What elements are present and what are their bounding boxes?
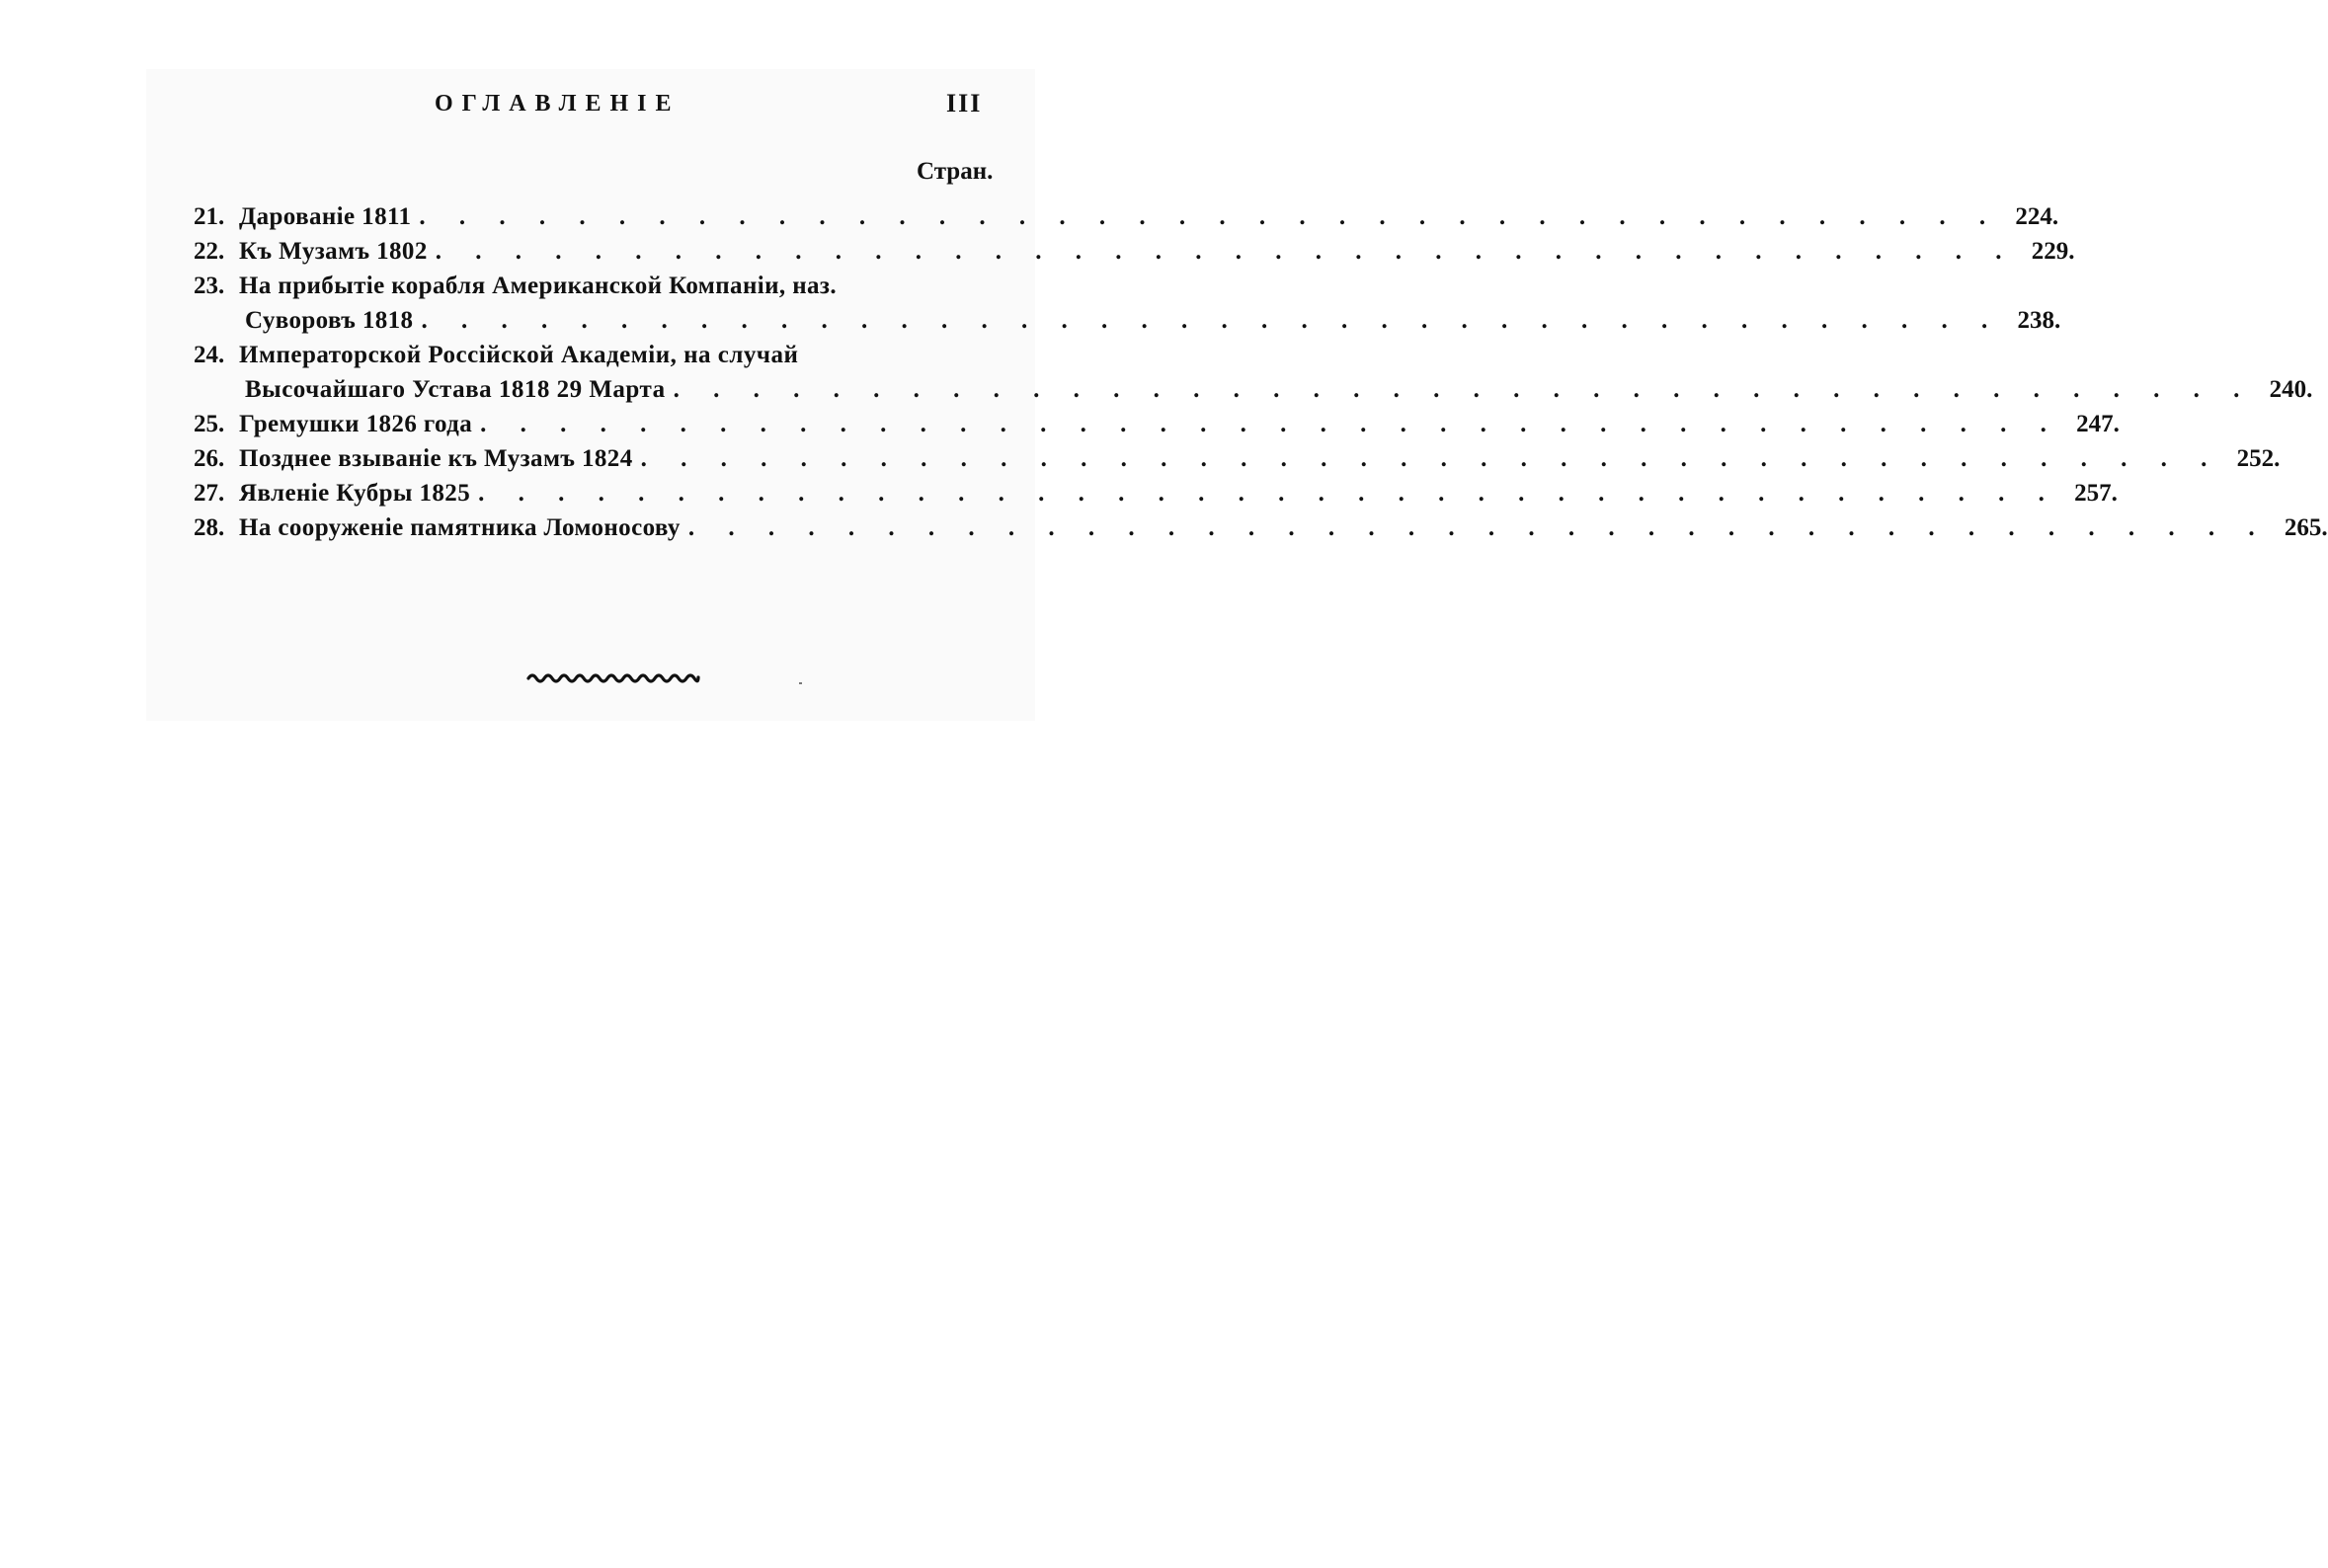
print-speck bbox=[799, 682, 802, 684]
entry-number: 27. bbox=[194, 480, 225, 507]
entry-title: Явленіе Кубры 1825 bbox=[239, 480, 471, 507]
entry-page: 229. bbox=[2031, 238, 2075, 265]
entry-title: Позднее взываніе къ Музамъ 1824 bbox=[239, 445, 633, 472]
toc-entry-24-line-2 bbox=[194, 372, 2313, 407]
entry-page: 238. bbox=[2017, 307, 2061, 334]
entry-page: 240. bbox=[2269, 376, 2313, 403]
entry-title-continuation: Высочайшаго Устава 1818 29 Марта bbox=[245, 376, 666, 403]
entry-page: 224. bbox=[2015, 203, 2059, 230]
toc-entry-21 bbox=[194, 199, 2059, 234]
toc-entry-28 bbox=[194, 510, 2328, 545]
page-column-header: Стран. bbox=[917, 158, 994, 185]
dot-leader: . . . . . . . . . . . . . . . . . . . . . . . . . . . . . . . . . . . . . . . . bbox=[480, 411, 2060, 437]
dot-leader: . . . . . . . . . . . . . . . . . . . . . . . . . . . . . . . . . . . . . . . . bbox=[478, 480, 2058, 507]
wavy-rule-ornament-icon bbox=[526, 669, 700, 685]
entry-number: 21. bbox=[194, 203, 225, 230]
entry-number: 23. bbox=[194, 273, 225, 299]
entry-number: 24. bbox=[194, 342, 225, 368]
entry-number: 28. bbox=[194, 514, 225, 541]
entry-title: Къ Музамъ 1802 bbox=[239, 238, 428, 265]
table-of-contents bbox=[194, 199, 2328, 545]
entry-number: 25. bbox=[194, 411, 225, 437]
toc-entry-26 bbox=[194, 441, 2281, 476]
dot-leader: . . . . . . . . . . . . . . . . . . . . . . . . . . . . . . . . . . . . . . . . bbox=[435, 238, 2016, 265]
entry-title: На прибытіе корабля Американской Компаніи, наз. bbox=[239, 273, 837, 299]
dot-leader: . . . . . . . . . . . . . . . . . . . . . . . . . . . . . . . . . . . . . . . . bbox=[421, 307, 2002, 334]
toc-entry-23-line-1 bbox=[194, 269, 1019, 303]
page-number: III bbox=[946, 89, 983, 118]
entry-number: 26. bbox=[194, 445, 225, 472]
entry-page: 247. bbox=[2076, 411, 2120, 437]
entry-page: 265. bbox=[2284, 514, 2328, 541]
dot-leader: . . . . . . . . . . . . . . . . . . . . . . . . . . . . . . . . . . . . . . . . bbox=[640, 445, 2221, 472]
entry-page: 257. bbox=[2074, 480, 2118, 507]
entry-title: Дарованіе 1811 bbox=[239, 203, 412, 230]
page-title: ОГЛАВЛЕНІЕ bbox=[435, 91, 681, 117]
toc-entry-27 bbox=[194, 476, 2118, 510]
entry-page: 252. bbox=[2236, 445, 2281, 472]
entry-title: Императорской Россійской Академіи, на случай bbox=[239, 342, 799, 368]
entry-number: 22. bbox=[194, 238, 225, 265]
dot-leader: . . . . . . . . . . . . . . . . . . . . . . . . . . . . . . . . . . . . . . . . bbox=[419, 203, 2000, 230]
toc-entry-24-line-1 bbox=[194, 338, 1019, 372]
entry-title: На сооруженіе памятника Ломоносову bbox=[239, 514, 681, 541]
dot-leader: . . . . . . . . . . . . . . . . . . . . . . . . . . . . . . . . . . . . . . . . bbox=[673, 376, 2254, 403]
toc-entry-22 bbox=[194, 234, 2075, 269]
toc-entry-23-line-2 bbox=[194, 303, 2061, 338]
toc-entry-25 bbox=[194, 407, 2120, 441]
dot-leader: . . . . . . . . . . . . . . . . . . . . . . . . . . . . . . . . . . . . . . . . bbox=[687, 514, 2269, 541]
entry-title: Гремушки 1826 года bbox=[239, 411, 473, 437]
entry-title-continuation: Суворовъ 1818 bbox=[245, 307, 414, 334]
